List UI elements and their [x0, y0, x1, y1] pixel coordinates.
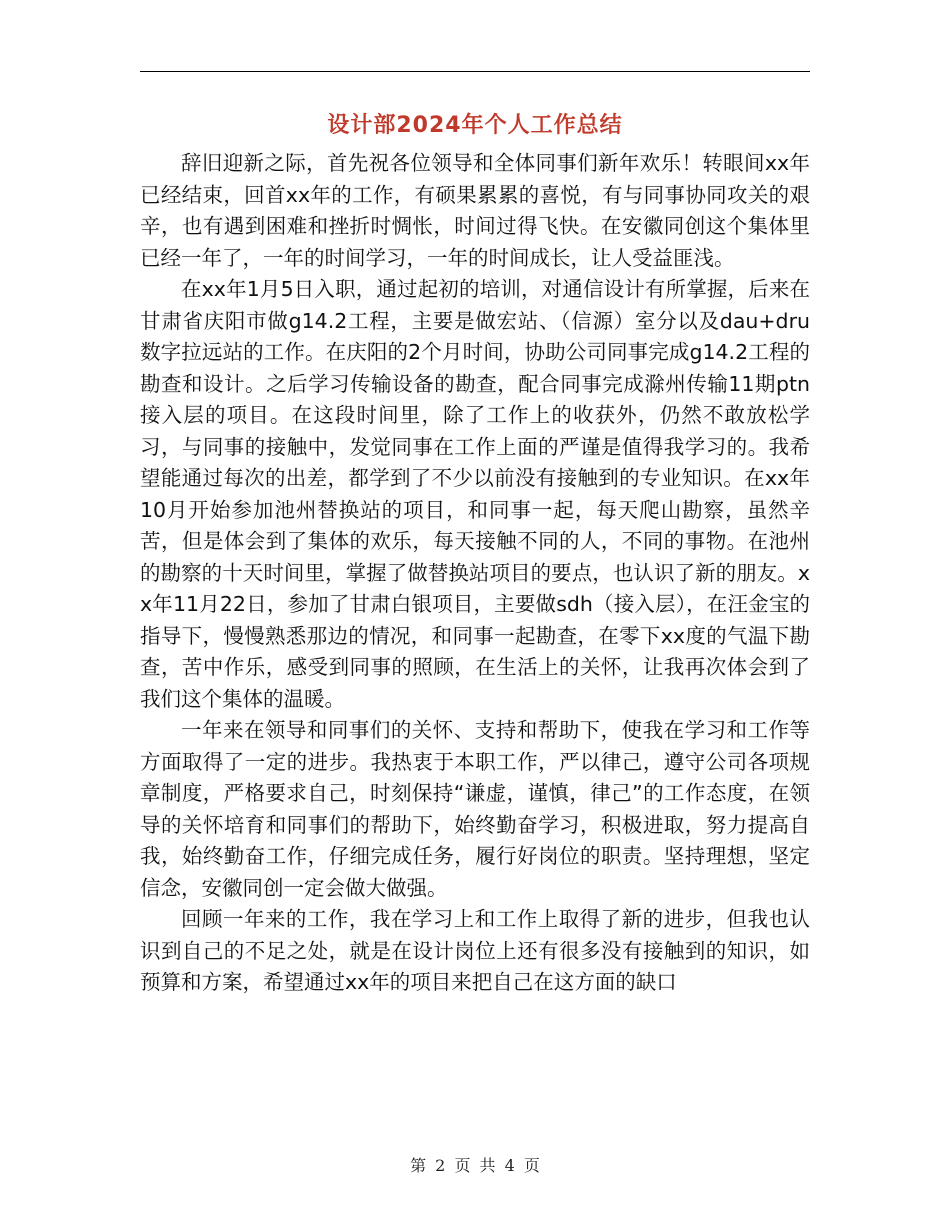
header-rule	[140, 71, 810, 72]
document-body	[140, 148, 810, 999]
paragraph-3: 一年来在领导和同事们的关怀、支持和帮助下，使我在学习和工作等方面取得了一定的进步。我热衷于本职工作，严以律己，遵守公司各项规章制度，严格要求自己，时刻保持“谦虚，谨慎，律己”的工作态度，在领导的关怀培育和同事们的帮助下，始终勤奋学习，积极进取，努力提高自我，始终勤奋工作，仔细完成任务，履行好岗位的职责。坚持理想，坚定信念，安徽同创一定会做大做强。	[140, 718, 810, 900]
page-number-footer: 第 2 页 共 4 页	[410, 1156, 540, 1175]
paragraph-4: 回顾一年来的工作，我在学习上和工作上取得了新的进步，但我也认识到自己的不足之处，就是在设计岗位上还有很多没有接触到的知识，如预算和方案，希望通过xx年的项目来把自己在这方面的缺口	[140, 907, 810, 994]
document-title: 设计部2024年个人工作总结	[327, 113, 623, 138]
paragraph-2: 在xx年1月5日入职，通过起初的培训，对通信设计有所掌握，后来在甘肃省庆阳市做g14.2工程，主要是做宏站、（信源）室分以及dau+dru数字拉远站的工作。在庆阳的2个月时间，协助公司同事完成g14.2工程的勘查和设计。之后学习传输设备的勘查，配合同事完成滁州传输11期ptn接入层的项目。在这段时间里，除了工作上的收获外，仍然不敢放松学习，与同事的接触中，发觉同事在工作上面的严谨是值得我学习的。我希望能通过每次的出差，都学到了不少以前没有接触到的专业知识。在xx年10月开始参加池州替换站的项目，和同事一起，每天爬山勘察，虽然辛苦，但是体会到了集体的欢乐，每天接触不同的人，不同的事物。在池州的勘察的十天时间里，掌握了做替换站项目的要点，也认识了新的朋友。xx年11月22日，参加了甘肃白银项目，主要做sdh（接入层），在汪金宝的指导下，慢慢熟悉那边的情况，和同事一起勘查，在零下xx度的气温下勘查，苦中作乐，感受到同事的照顾，在生活上的关怀，让我再次体会到了我们这个集体的温暖。	[140, 277, 810, 711]
paragraph-1: 辞旧迎新之际，首先祝各位领导和全体同事们新年欢乐！转眼间xx年已经结束，回首xx年的工作，有硕果累累的喜悦，有与同事协同攻关的艰辛，也有遇到困难和挫折时惆怅，时间过得飞快。在安徽同创这个集体里已经一年了，一年的时间学习，一年的时间成长，让人受益匪浅。	[140, 151, 810, 270]
